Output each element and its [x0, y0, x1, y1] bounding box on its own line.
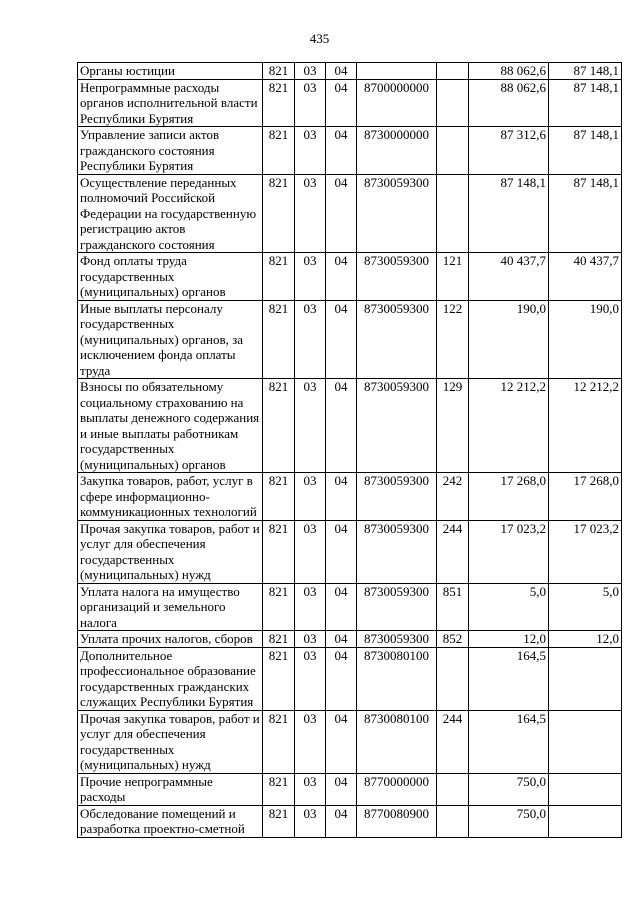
- subsection-code-cell: 04: [326, 805, 357, 837]
- expense-type-code-cell: [437, 174, 469, 253]
- subsection-code-cell: 04: [326, 300, 357, 379]
- section-code-cell: 03: [295, 710, 326, 773]
- amount-year-1-cell: 12 212,2: [469, 379, 549, 473]
- target-article-code-cell: 8700000000: [357, 79, 437, 127]
- department-code-cell: 821: [263, 253, 295, 301]
- item-name-cell: Дополнительное профессиональное образование государственных гражданских служащих Республики Бурятия: [78, 647, 263, 710]
- department-code-cell: 821: [263, 805, 295, 837]
- subsection-code-cell: 04: [326, 710, 357, 773]
- target-article-code-cell: 8730059300: [357, 473, 437, 521]
- section-code-cell: 03: [295, 79, 326, 127]
- amount-year-2-cell: [549, 773, 622, 805]
- item-name-cell: Взносы по обязательному социальному страхованию на выплаты денежного содержания и иные выплаты работникам государственных (муниципальных) органов: [78, 379, 263, 473]
- subsection-code-cell: 04: [326, 379, 357, 473]
- target-article-code-cell: 8730059300: [357, 631, 437, 648]
- subsection-code-cell: 04: [326, 520, 357, 583]
- section-code-cell: 03: [295, 631, 326, 648]
- expense-type-code-cell: [437, 63, 469, 80]
- expense-type-code-cell: [437, 773, 469, 805]
- department-code-cell: 821: [263, 174, 295, 253]
- page-number: 435: [309, 31, 330, 46]
- amount-year-1-cell: 12,0: [469, 631, 549, 648]
- target-article-code-cell: 8730059300: [357, 174, 437, 253]
- expense-type-code-cell: 242: [437, 473, 469, 521]
- section-code-cell: 03: [295, 63, 326, 80]
- section-code-cell: 03: [295, 300, 326, 379]
- amount-year-2-cell: 17 268,0: [549, 473, 622, 521]
- table-row: [78, 773, 622, 805]
- target-article-code-cell: 8730000000: [357, 127, 437, 175]
- amount-year-2-cell: 87 148,1: [549, 127, 622, 175]
- item-name-cell: Непрограммные расходы органов исполнительной власти Республики Бурятия: [78, 79, 263, 127]
- amount-year-2-cell: 190,0: [549, 300, 622, 379]
- target-article-code-cell: 8730059300: [357, 379, 437, 473]
- department-code-cell: 821: [263, 300, 295, 379]
- expense-type-code-cell: 244: [437, 710, 469, 773]
- department-code-cell: 821: [263, 710, 295, 773]
- subsection-code-cell: 04: [326, 174, 357, 253]
- table-row: [78, 583, 622, 631]
- department-code-cell: 821: [263, 79, 295, 127]
- expense-type-code-cell: [437, 79, 469, 127]
- amount-year-1-cell: 87 148,1: [469, 174, 549, 253]
- amount-year-1-cell: 17 268,0: [469, 473, 549, 521]
- section-code-cell: 03: [295, 253, 326, 301]
- item-name-cell: Обследование помещений и разработка проектно-сметной: [78, 805, 263, 837]
- expense-type-code-cell: [437, 647, 469, 710]
- item-name-cell: Уплата налога на имущество организаций и земельного налога: [78, 583, 263, 631]
- budget-table-body: [78, 63, 622, 838]
- department-code-cell: 821: [263, 631, 295, 648]
- expense-type-code-cell: [437, 127, 469, 175]
- item-name-cell: Управление записи актов гражданского состояния Республики Бурятия: [78, 127, 263, 175]
- section-code-cell: 03: [295, 473, 326, 521]
- table-row: [78, 379, 622, 473]
- section-code-cell: 03: [295, 520, 326, 583]
- item-name-cell: Прочая закупка товаров, работ и услуг для обеспечения государственных (муниципальных) нужд: [78, 520, 263, 583]
- table-row: [78, 805, 622, 837]
- table-row: [78, 710, 622, 773]
- target-article-code-cell: 8730059300: [357, 583, 437, 631]
- department-code-cell: 821: [263, 379, 295, 473]
- amount-year-2-cell: 12,0: [549, 631, 622, 648]
- subsection-code-cell: 04: [326, 473, 357, 521]
- amount-year-1-cell: 40 437,7: [469, 253, 549, 301]
- target-article-code-cell: 8770000000: [357, 773, 437, 805]
- target-article-code-cell: 8770080900: [357, 805, 437, 837]
- section-code-cell: 03: [295, 773, 326, 805]
- section-code-cell: 03: [295, 127, 326, 175]
- section-code-cell: 03: [295, 174, 326, 253]
- amount-year-2-cell: 40 437,7: [549, 253, 622, 301]
- subsection-code-cell: 04: [326, 631, 357, 648]
- amount-year-1-cell: 17 023,2: [469, 520, 549, 583]
- budget-table: [77, 62, 622, 838]
- subsection-code-cell: 04: [326, 583, 357, 631]
- item-name-cell: Прочие непрограммные расходы: [78, 773, 263, 805]
- amount-year-2-cell: [549, 710, 622, 773]
- department-code-cell: 821: [263, 63, 295, 80]
- subsection-code-cell: 04: [326, 647, 357, 710]
- amount-year-1-cell: 88 062,6: [469, 79, 549, 127]
- department-code-cell: 821: [263, 520, 295, 583]
- table-row: [78, 631, 622, 648]
- table-row: [78, 520, 622, 583]
- amount-year-1-cell: 164,5: [469, 710, 549, 773]
- subsection-code-cell: 04: [326, 127, 357, 175]
- table-row: [78, 174, 622, 253]
- target-article-code-cell: 8730080100: [357, 710, 437, 773]
- amount-year-2-cell: 87 148,1: [549, 174, 622, 253]
- subsection-code-cell: 04: [326, 63, 357, 80]
- amount-year-2-cell: 5,0: [549, 583, 622, 631]
- expense-type-code-cell: 121: [437, 253, 469, 301]
- expense-type-code-cell: 122: [437, 300, 469, 379]
- expense-type-code-cell: 852: [437, 631, 469, 648]
- table-row: [78, 253, 622, 301]
- amount-year-2-cell: 87 148,1: [549, 63, 622, 80]
- table-row: [78, 127, 622, 175]
- department-code-cell: 821: [263, 773, 295, 805]
- item-name-cell: Органы юстиции: [78, 63, 263, 80]
- amount-year-2-cell: 17 023,2: [549, 520, 622, 583]
- table-row: [78, 79, 622, 127]
- department-code-cell: 821: [263, 583, 295, 631]
- target-article-code-cell: 8730059300: [357, 520, 437, 583]
- target-article-code-cell: 8730059300: [357, 253, 437, 301]
- department-code-cell: 821: [263, 127, 295, 175]
- table-row: [78, 63, 622, 80]
- expense-type-code-cell: 851: [437, 583, 469, 631]
- amount-year-1-cell: 750,0: [469, 805, 549, 837]
- amount-year-1-cell: 750,0: [469, 773, 549, 805]
- expense-type-code-cell: [437, 805, 469, 837]
- expense-type-code-cell: 129: [437, 379, 469, 473]
- target-article-code-cell: 8730059300: [357, 300, 437, 379]
- amount-year-1-cell: 190,0: [469, 300, 549, 379]
- amount-year-1-cell: 87 312,6: [469, 127, 549, 175]
- amount-year-1-cell: 5,0: [469, 583, 549, 631]
- subsection-code-cell: 04: [326, 79, 357, 127]
- item-name-cell: Прочая закупка товаров, работ и услуг для обеспечения государственных (муниципальных) нужд: [78, 710, 263, 773]
- amount-year-2-cell: [549, 647, 622, 710]
- table-row: [78, 473, 622, 521]
- item-name-cell: Осуществление переданных полномочий Российской Федерации на государственную регистрацию актов гражданского состояния: [78, 174, 263, 253]
- item-name-cell: Закупка товаров, работ, услуг в сфере информационно-коммуникационных технологий: [78, 473, 263, 521]
- department-code-cell: 821: [263, 473, 295, 521]
- amount-year-2-cell: 87 148,1: [549, 79, 622, 127]
- item-name-cell: Уплата прочих налогов, сборов: [78, 631, 263, 648]
- table-row: [78, 300, 622, 379]
- table-row: [78, 647, 622, 710]
- expense-type-code-cell: 244: [437, 520, 469, 583]
- subsection-code-cell: 04: [326, 773, 357, 805]
- section-code-cell: 03: [295, 805, 326, 837]
- target-article-code-cell: [357, 63, 437, 80]
- item-name-cell: Фонд оплаты труда государственных (муниципальных) органов: [78, 253, 263, 301]
- amount-year-1-cell: 88 062,6: [469, 63, 549, 80]
- item-name-cell: Иные выплаты персоналу государственных (муниципальных) органов, за исключением фонда оплаты труда: [78, 300, 263, 379]
- amount-year-1-cell: 164,5: [469, 647, 549, 710]
- amount-year-2-cell: 12 212,2: [549, 379, 622, 473]
- subsection-code-cell: 04: [326, 253, 357, 301]
- section-code-cell: 03: [295, 379, 326, 473]
- section-code-cell: 03: [295, 647, 326, 710]
- department-code-cell: 821: [263, 647, 295, 710]
- amount-year-2-cell: [549, 805, 622, 837]
- target-article-code-cell: 8730080100: [357, 647, 437, 710]
- section-code-cell: 03: [295, 583, 326, 631]
